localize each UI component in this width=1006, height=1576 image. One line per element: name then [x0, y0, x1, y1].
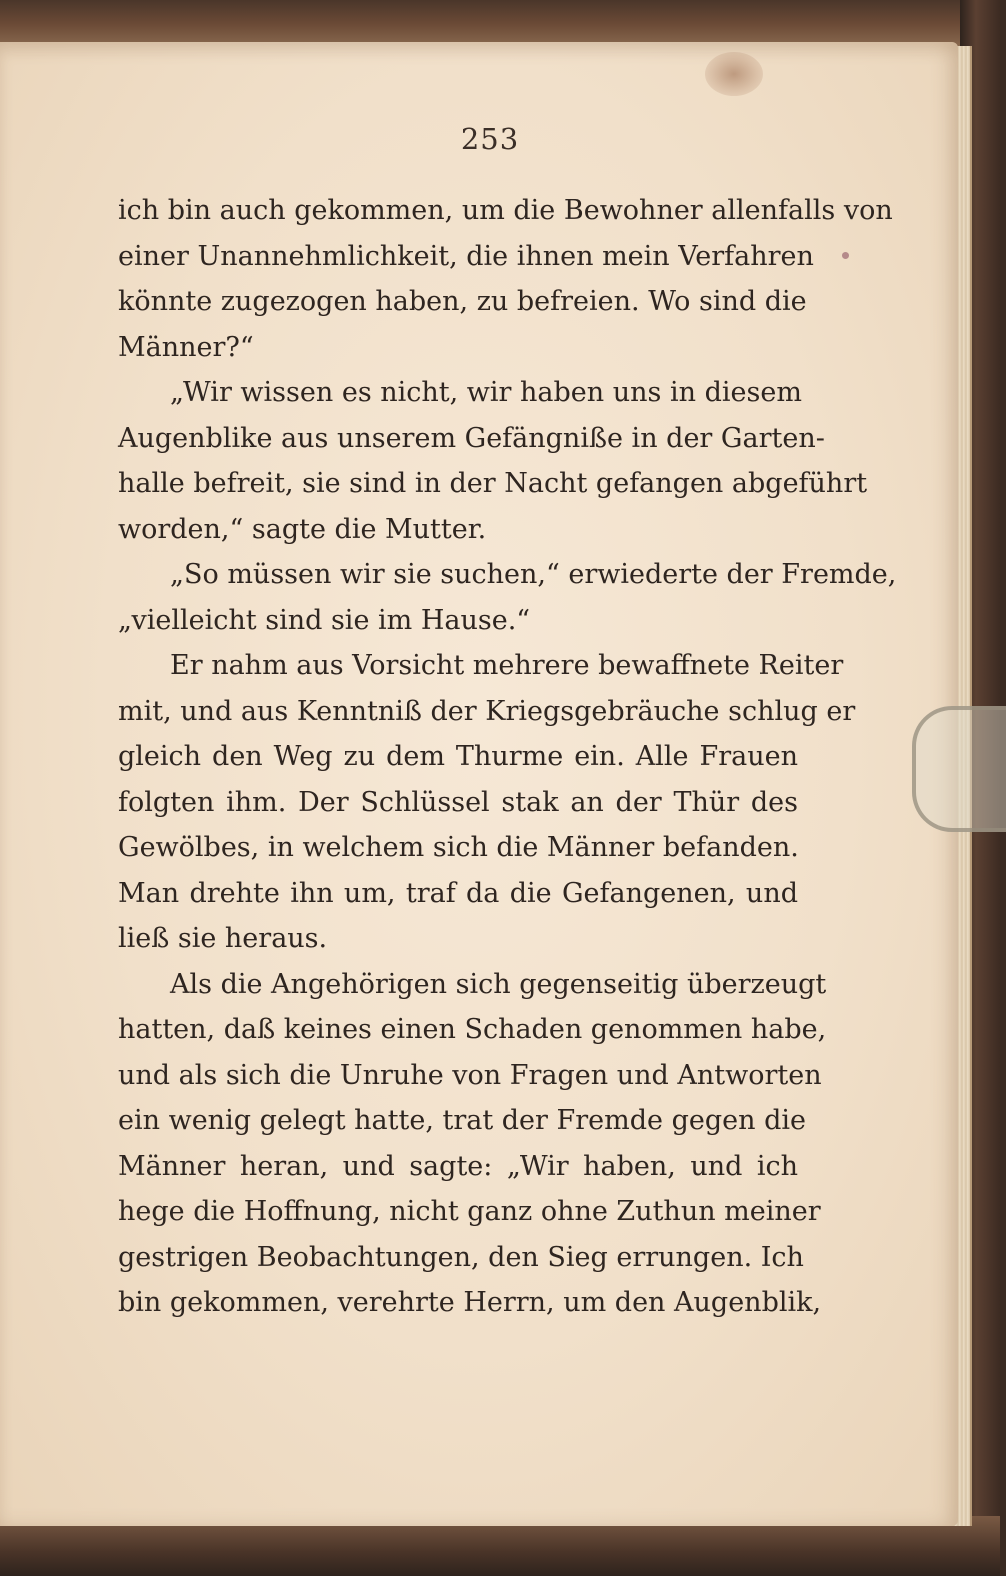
book-cover-top-edge: [0, 0, 1000, 48]
text-line: und als sich die Unruhe von Fragen und Antworten: [118, 1059, 822, 1091]
text-line: Augenblike aus unserem Gefängniße in der Garten-: [118, 422, 825, 454]
page-text: [118, 188, 897, 1326]
text-line: „Wir wissen es nicht, wir haben uns in diesem: [170, 377, 802, 408]
text-line: Er nahm aus Vorsicht mehrere bewaffnete Reiter: [170, 650, 844, 681]
text-line: gleich den Weg zu dem Thurme ein. Alle Frauen: [118, 741, 798, 772]
text-line: folgten ihm. Der Schlüssel stak an der Thür des: [118, 786, 798, 818]
text-line: Als die Angehörigen sich gegenseitig überzeugt: [170, 968, 827, 1000]
text-line: Gewölbes, in welchem sich die Männer befanden.: [118, 832, 799, 863]
text-line: hege die Hoffnung, nicht ganz ohne Zuthun meiner: [118, 1196, 821, 1227]
text-line: mit, und aus Kenntniß der Kriegsgebräuche schlug er: [118, 695, 856, 727]
text-line: Männer heran, und sagte: „Wir haben, und ich: [118, 1150, 798, 1182]
page-number: 253: [460, 122, 520, 156]
text-line: ein wenig gelegt hatte, trat der Fremde gegen die: [118, 1105, 806, 1136]
text-line: hatten, daß keines einen Schaden genommen habe,: [118, 1014, 827, 1045]
text-line: ich bin auch gekommen, um die Bewohner allenfalls von: [118, 195, 893, 226]
paper-stain: [705, 52, 763, 96]
text-line: ließ sie heraus.: [118, 923, 328, 954]
text-line: gestrigen Beobachtungen, den Sieg errungen. Ich: [118, 1241, 804, 1273]
text-line: bin gekommen, verehrte Herrn, um den Augenblik,: [118, 1287, 822, 1318]
text-line: könnte zugezogen haben, zu befreien. Wo sind die: [118, 286, 807, 317]
text-line: worden,“ sagte die Mutter.: [118, 513, 487, 545]
page-clip: [912, 706, 1006, 832]
text-line: halle befreit, sie sind in der Nacht gefangen abgeführt: [118, 468, 868, 499]
text-line: einer Unannehmlichkeit, die ihnen mein Verfahren: [118, 240, 814, 272]
text-line: Man drehte ihn um, traf da die Gefangenen, und: [118, 877, 798, 909]
text-line: „So müssen wir sie suchen,“ erwiederte der Fremde,: [170, 559, 897, 590]
text-line: Männer?“: [118, 331, 254, 363]
margin-mark: [842, 252, 849, 259]
text-line: „vielleicht sind sie im Hause.“: [118, 604, 531, 636]
